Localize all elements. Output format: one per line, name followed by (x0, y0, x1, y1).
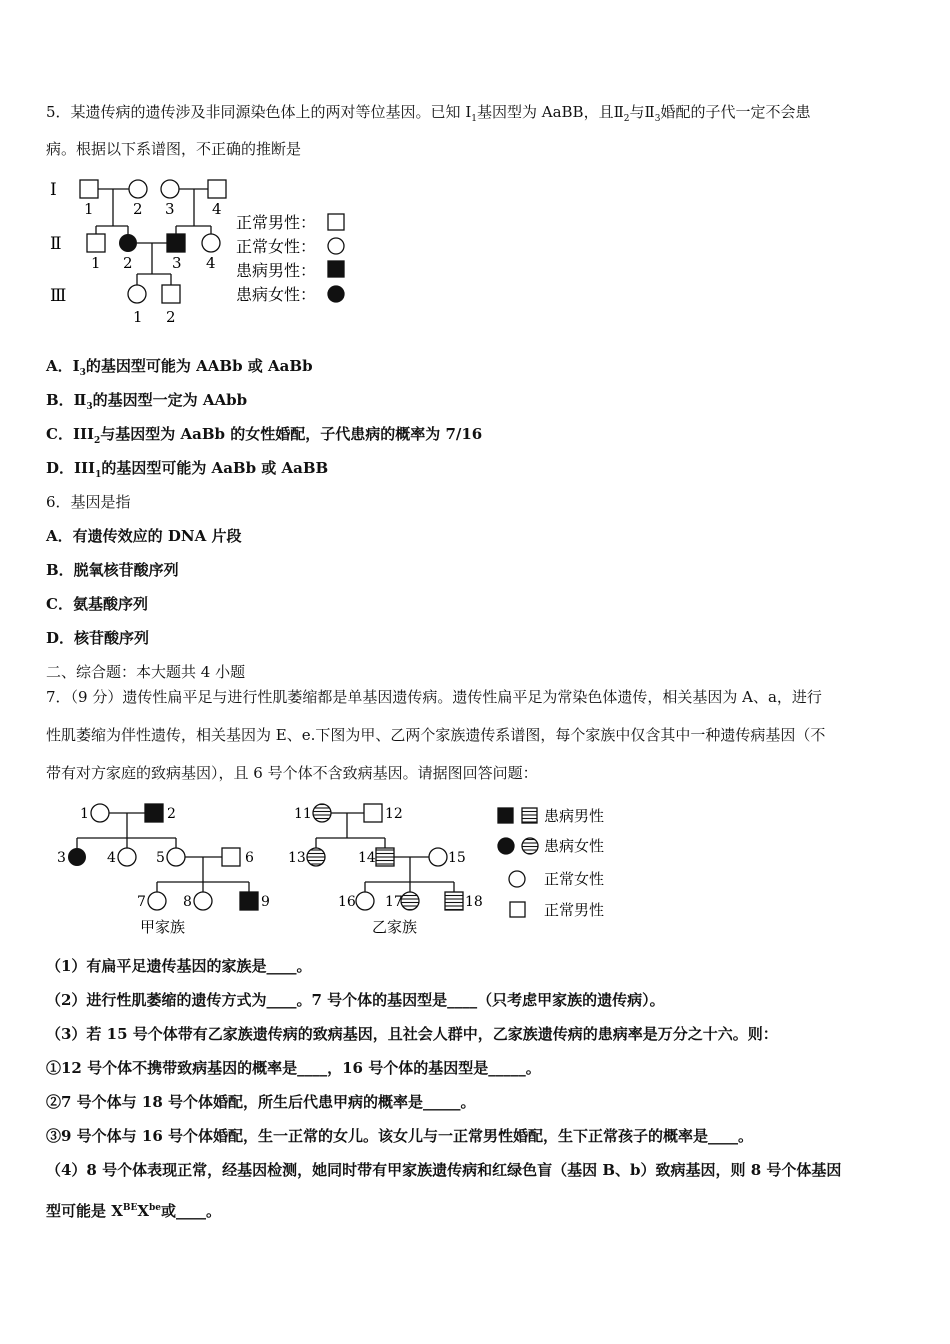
section-2-heading: 二、综合题：本大题共 4 小题 (46, 663, 246, 681)
num-II4: 4 (206, 254, 216, 272)
q7-sub4-line2: 型可能是 $X^{BE}X^{be}$或____。 (46, 1202, 222, 1220)
legend2-affected-male-solid-icon (498, 808, 513, 823)
legend2-normal-male: 正常男性 (544, 901, 605, 919)
num-II2: 2 (123, 254, 133, 272)
q6-option-b: B．脱氧核苷酸序列 (46, 561, 179, 579)
family-a-label: 甲家族 (140, 918, 186, 936)
famB-num-16: 16 (338, 894, 356, 910)
famB-14-affected-male (376, 848, 394, 866)
legend-normal-female: 正常女性： (236, 237, 317, 256)
q7-sub4-line1: （4）8 号个体表现正常，经基因检测，她同时带有甲家族遗传病和红绿色盲（基因 B、b）致病基因，则 8 号个体基因 (46, 1161, 842, 1179)
legend2-affected-male-striped-icon (522, 808, 537, 823)
famB-11-affected-female (313, 804, 331, 822)
ped-I3-normal-female (161, 180, 179, 198)
famB-18-affected-male (445, 892, 463, 910)
q5-option-c: C．$III_2$与基因型为 AaBb 的女性婚配，子代患病的概率为 7/16 (46, 425, 483, 446)
legend-affected-female-icon (328, 286, 344, 302)
legend-affected-female: 患病女性： (236, 285, 317, 304)
famA-num-6: 6 (245, 850, 254, 866)
q6-stem: 6．基因是指 (46, 493, 131, 511)
famB-num-15: 15 (448, 850, 466, 866)
famA-8-normal-female (194, 892, 212, 910)
ped-II3-affected-male (167, 234, 185, 252)
q7-stem-line1: 7．（9 分）遗传性扁平足与进行性肌萎缩都是单基因遗传病。遗传性扁平足为常染色体遗传，相关基因为 A、a，进行 (46, 688, 822, 706)
famA-num-2: 2 (167, 806, 176, 822)
famB-num-11: 11 (294, 806, 312, 822)
q7-stem-line2: 性肌萎缩为伴性遗传，相关基因为 E、e.下图为甲、乙两个家族遗传系谱图，每个家族中仅含其中一种遗传病基因（不 (46, 726, 826, 744)
legend-affected-male: 患病男性： (236, 261, 317, 280)
q7-sub3-3: ③9 号个体与 16 号个体婚配，生一正常的女儿。该女儿与一正常男性婚配，生下正常孩子的概率是____。 (46, 1127, 753, 1145)
famA-num-1: 1 (80, 806, 89, 822)
famA-2-affected-male (145, 804, 163, 822)
num-I3: 3 (165, 200, 175, 218)
num-I4: 4 (212, 200, 222, 218)
famA-7-normal-female (148, 892, 166, 910)
famB-17-affected-female (401, 892, 419, 910)
famA-9-affected-male (240, 892, 258, 910)
q5-stem-line1: 5．某遗传病的遗传涉及非同源染色体上的两对等位基因。已知 $I_1$基因型为 AaBB，且$Ⅱ_2$与$Ⅱ_3$婚配的子代一定不会患 (46, 103, 811, 124)
famA-4-normal-female (118, 848, 136, 866)
q6-option-d: D．核苷酸序列 (46, 629, 150, 647)
family-b-label: 乙家族 (372, 918, 418, 936)
legend2-affected-male: 患病男性 (544, 807, 605, 825)
q5-option-b: B．$Ⅱ_3$的基因型一定为 AAbb (46, 391, 248, 412)
famA-3-affected-female (68, 848, 86, 866)
legend2-affected-female-striped-icon (522, 838, 538, 854)
q7-sub1: （1）有扁平足遗传基因的家族是____。 (46, 957, 312, 975)
famA-5-normal-female (167, 848, 185, 866)
famB-num-17: 17 (385, 894, 403, 910)
famA-num-7: 7 (137, 894, 146, 910)
ped-II2-affected-female (119, 234, 137, 252)
ped-II4-normal-female (202, 234, 220, 252)
q7-sub3-1: ①12 号个体不携带致病基因的概率是____，16 号个体的基因型是_____。 (46, 1059, 541, 1077)
legend-normal-male-icon (328, 214, 344, 230)
q7-sub2: （2）进行性肌萎缩的遗传方式为____。7 号个体的基因型是____（只考虑甲家族的遗传病）。 (46, 991, 665, 1009)
famA-6-normal-male (222, 848, 240, 866)
ped-I4-normal-male (208, 180, 226, 198)
famB-num-12: 12 (385, 806, 403, 822)
legend2-normal-female: 正常女性 (544, 870, 605, 888)
q7-stem-line3: 带有对方家庭的致病基因），且 6 号个体不含致病基因。请据图回答问题： (46, 764, 538, 782)
famB-num-13: 13 (288, 850, 306, 866)
num-I2: 2 (133, 200, 143, 218)
ped-III1-normal-female (128, 285, 146, 303)
famB-16-normal-female (356, 892, 374, 910)
q7-sub3: （3）若 15 号个体带有乙家族遗传病的致病基因，且社会人群中，乙家族遗传病的患病率是万分之十六。则： (46, 1025, 778, 1043)
legend-normal-female-icon (328, 238, 344, 254)
q7-sub3-2: ②7 号个体与 18 号个体婚配，所生后代患甲病的概率是_____。 (46, 1093, 476, 1111)
legend2-affected-female: 患病女性 (544, 837, 605, 855)
famB-12-normal-male (364, 804, 382, 822)
legend-affected-male-icon (328, 261, 344, 277)
num-III1: 1 (133, 308, 143, 326)
famB-13-affected-female (307, 848, 325, 866)
ped-II1-normal-male (87, 234, 105, 252)
q7-pedigree-figure (50, 796, 630, 942)
famB-num-14: 14 (358, 850, 376, 866)
q6-option-a: A．有遗传效应的 DNA 片段 (46, 527, 242, 545)
legend-normal-male: 正常男性： (236, 213, 317, 232)
famB-num-18: 18 (465, 894, 483, 910)
famA-num-3: 3 (57, 850, 66, 866)
famA-1-normal-female (91, 804, 109, 822)
gen-label-2: Ⅱ (50, 234, 62, 254)
legend2-normal-female-icon (509, 871, 525, 887)
q6-option-c: C．氨基酸序列 (46, 595, 148, 613)
num-II1: 1 (91, 254, 101, 272)
gen-label-3: Ⅲ (50, 286, 67, 306)
ped-I2-normal-female (129, 180, 147, 198)
q5-option-d: D．$III_1$的基因型可能为 AaBb 或 AaBB (46, 459, 329, 480)
num-III2: 2 (166, 308, 176, 326)
famA-num-5: 5 (156, 850, 165, 866)
q5-stem-line2: 病。根据以下系谱图，不正确的推断是 (46, 140, 302, 158)
legend2-normal-male-icon (510, 902, 525, 917)
num-I1: 1 (84, 200, 94, 218)
famA-num-4: 4 (107, 850, 116, 866)
num-II3: 3 (172, 254, 182, 272)
q5-option-a: A．$Ⅰ_3$的基因型可能为 AABb 或 AaBb (46, 357, 313, 378)
famA-num-9: 9 (261, 894, 270, 910)
q5-pedigree-figure (46, 174, 356, 330)
ped-I1-normal-male (80, 180, 98, 198)
legend2-affected-female-solid-icon (498, 838, 514, 854)
ped-III2-normal-male (162, 285, 180, 303)
famB-15-normal-female (429, 848, 447, 866)
famA-num-8: 8 (183, 894, 192, 910)
gen-label-1: Ⅰ (50, 180, 57, 200)
